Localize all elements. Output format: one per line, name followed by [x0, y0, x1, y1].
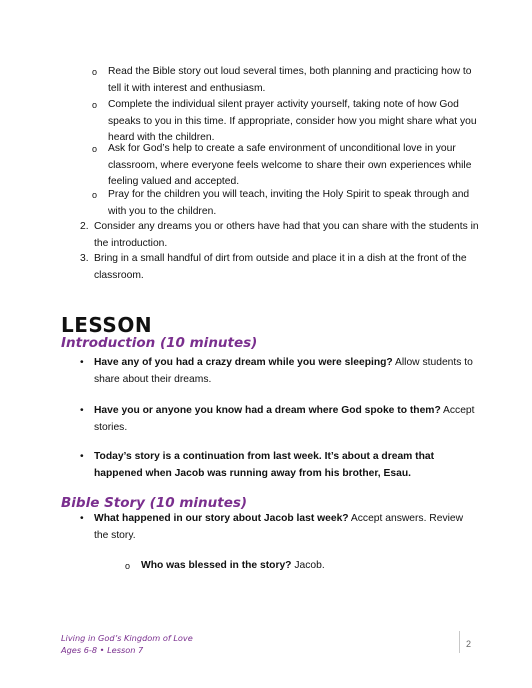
prep-item-text: Bring in a small handful of dirt from outside and place it in a dish at the front of the classroom. [94, 253, 467, 281]
prep-item [80, 251, 480, 284]
prep-subitem [92, 97, 478, 147]
intro-question: Have any of you had a crazy dream while you were sleeping? [94, 357, 393, 368]
circle-bullet-icon: o [92, 144, 98, 154]
intro-question: Have you or anyone you know had a dream where God spoke to them? [94, 405, 441, 416]
bible-story-subitem [125, 558, 471, 575]
bible-story-subanswer: Jacob. [291, 560, 325, 571]
intro-item [80, 403, 476, 436]
intro-item [80, 449, 476, 482]
circle-bullet-icon: o [125, 561, 131, 571]
intro-item-text [94, 355, 476, 388]
bible-story-subitem-text [141, 558, 471, 575]
prep-subitem-text: Read the Bible story out loud several times, both planning and practicing how to tell it with interest and enthusiasm. [108, 66, 472, 94]
footer-curriculum-title: Living in God’s Kingdom of Love [61, 633, 193, 643]
bible-story-item-text [94, 511, 476, 544]
prep-subitem-text: Ask for God’s help to create a safe environment of unconditional love in your classroom, where everyone feels welcome to share their own experiences while feeling valued and accepted. [108, 143, 472, 187]
circle-bullet-icon: o [92, 190, 98, 200]
footer [61, 633, 193, 656]
prep-subitem-text: Pray for the children you will teach, inviting the Holy Spirit to speak through and with you to the children. [108, 189, 470, 217]
page-number: 2 [466, 639, 472, 649]
prep-item [80, 219, 480, 252]
bullet-icon: • [80, 357, 84, 368]
intro-item [80, 355, 476, 388]
introduction-heading: Introduction (10 minutes) [61, 335, 258, 351]
footer-lesson-info: Ages 6-8 • Lesson 7 [61, 644, 144, 655]
circle-bullet-icon: o [92, 100, 98, 110]
bible-story-question: What happened in our story about Jacob last week? [94, 513, 349, 524]
intro-statement: Today’s story is a continuation from last week. It’s about a dream that happened when Jacob was running away from his brother, Esau. [94, 451, 435, 479]
circle-bullet-icon: o [92, 67, 98, 77]
intro-item-text [94, 403, 476, 436]
lesson-heading: LESSON [61, 313, 153, 337]
bible-story-item [80, 511, 476, 544]
prep-item-number: 2. [80, 221, 89, 232]
intro-instruction: Allow students to share about their dreams. [94, 357, 473, 385]
bible-story-instruction: Accept answers. Review the story. [94, 513, 464, 541]
prep-subitem [92, 64, 478, 97]
bullet-icon: • [80, 451, 84, 462]
prep-item-text: Consider any dreams you or others have had that you can share with the students in the introduction. [94, 221, 479, 249]
prep-subitem [92, 141, 478, 191]
bible-story-heading: Bible Story (10 minutes) [61, 495, 248, 511]
intro-item-text [94, 449, 476, 482]
intro-instruction: Accept stories. [94, 405, 475, 433]
prep-subitem-text: Complete the individual silent prayer activity yourself, taking note of how God speaks to you in this time. If appropriate, consider how you might share what you heard with the children. [108, 99, 477, 143]
footer-divider [459, 631, 460, 653]
bullet-icon: • [80, 405, 84, 416]
prep-subitem [92, 187, 478, 220]
bible-story-subquestion: Who was blessed in the story? [141, 560, 292, 571]
prep-item-number: 3. [80, 253, 89, 264]
bullet-icon: • [80, 513, 84, 524]
